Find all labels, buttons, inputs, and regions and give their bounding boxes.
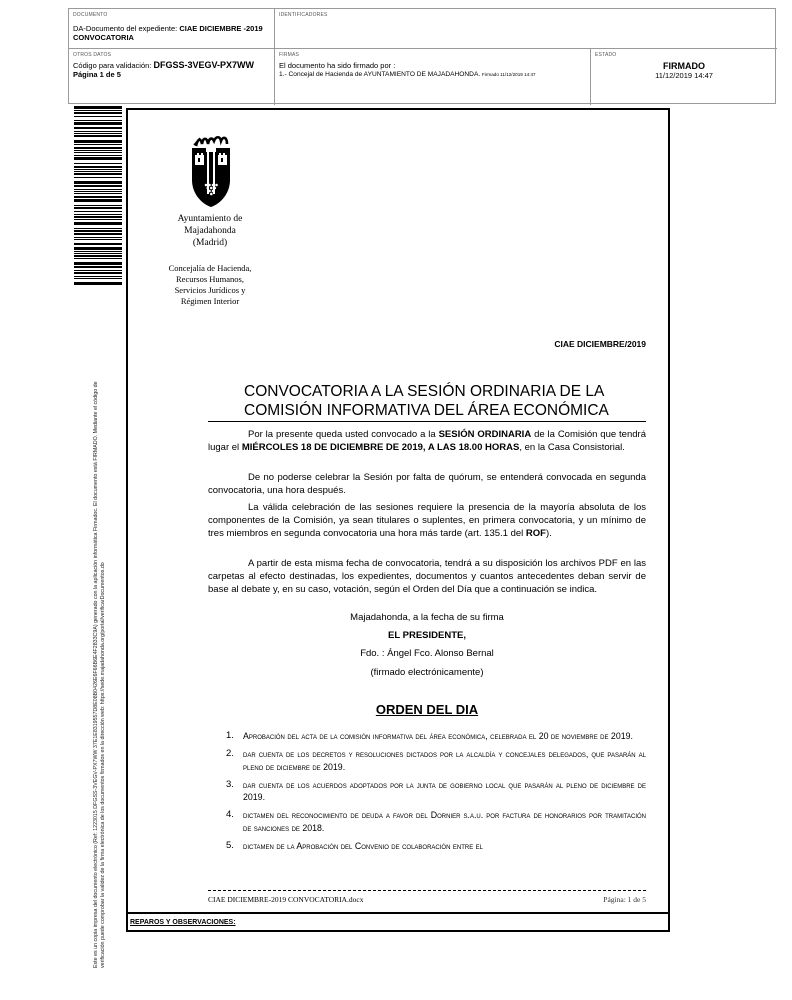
identificadores-label: IDENTIFICADORES: [279, 12, 328, 18]
paragraph-4: A partir de esta misma fecha de convocatoria, tendrá a su disposición los archivos PDF en las carpetas al efecto destinadas, los expedientes, documentos y cuantos antecedentes deban servir de base al debate y, en su caso, votación, según el Orden del Día que a continuación se indica.: [208, 558, 646, 595]
agenda-item-number: 4.: [226, 809, 234, 820]
firmas-label: FIRMAS: [279, 52, 300, 58]
paragraph-3: La válida celebración de las sesiones requiere la presencia de la mayoría absoluta de los componentes de la Comisión, ya sean titulares o suplentes, en primera convocatoria, y un mínimo de tres miembros en segunda convocatoria una hora más tarde (art. 135.1 del ROF).: [208, 502, 646, 539]
conc-line3: Servicios Jurídicos y: [174, 285, 246, 295]
agenda-item-number: 2.: [226, 748, 234, 759]
paragraph-2: De no poderse celebrar la Sesión por falta de quórum, se entenderá convocada en segunda convocatoria, una hora después.: [208, 472, 646, 496]
identificadores-cell: [275, 9, 777, 49]
agenda-item-text: dictamen del reconocimiento de deuda a favor del Dornier s.a.u. por factura de honorarios por tramitación de sanciones de 2018.: [243, 810, 646, 833]
agenda-item: [222, 748, 646, 773]
footer-filename: CIAE DICIEMBRE-2019 CONVOCATORIA.docx: [208, 895, 364, 904]
agenda-item-text: dar cuenta de los decretos y resoluciones dictados por la alcaldía y concejales delegados, que pasarán al pleno de diciembre de 2019.: [243, 749, 646, 772]
majadahonda-crest-logo: [190, 132, 232, 208]
paragraph-1: Por la presente queda usted convocado a la SESIÓN ORDINARIA de la Comisión que tendrá lugar el MIÉRCOLES 18 DE DICIEMBRE DE 2019, A LAS 18.00 HORAS, en la Casa Consistorial.: [208, 429, 646, 453]
conc-line2: Recursos Humanos,: [176, 274, 244, 284]
agenda-item-text: dictamen de la Aprobación del Convenio de colaboración entre el: [243, 840, 483, 851]
conc-line1: Concejalía de Hacienda,: [168, 263, 252, 273]
title-rule: [208, 421, 646, 422]
president-title: EL PRESIDENTE,: [388, 630, 466, 641]
president-name: Fdo. : Ángel Fco. Alonso Bernal: [360, 648, 494, 659]
agenda-item-number: 5.: [226, 839, 234, 851]
page-count: Página 1 de 5: [73, 70, 121, 79]
agenda-item-number: 3.: [226, 778, 234, 790]
ayto-line3: (Madrid): [192, 238, 228, 248]
barcode: [74, 106, 122, 286]
place-date: Majadahonda, a la fecha de su firma: [350, 612, 504, 623]
firmas-line1: El documento ha sido firmado por :: [279, 61, 396, 70]
verification-note-line1: Este es un copia impresa del documento electrónico (Ref: 1223015 DFGSS-3VEGV-PX7WW 37E1E8319557D8E08B0426E6F66B6E4F2833C9A) generado con la aplicación informática Firmadoc. El documento está FIRMADO. Mediante el código de: [93, 381, 99, 968]
agenda-item: [222, 840, 646, 853]
agenda-item-text: Aprobación del acta de la comisión informativa del área económica, celebrada el 20 de noviembre de 2019.: [243, 731, 633, 741]
reparos-label: REPAROS Y OBSERVACIONES:: [126, 912, 670, 932]
agenda-item: [222, 779, 646, 804]
title-line2: COMISIÓN INFORMATIVA DEL ÁREA ECONÓMICA: [244, 402, 609, 419]
ayto-line2: Majadahonda: [184, 226, 236, 236]
agenda-item-text: dar cuenta de los acuerdos adoptados por la junta de gobierno local que pasarán al pleno de diciembre de 2019.: [243, 779, 646, 802]
document-title: [244, 382, 634, 420]
orden-del-dia-list: [222, 730, 646, 858]
estado-label: ESTADO: [595, 52, 617, 58]
document-reference: CIAE DICIEMBRE/2019: [554, 339, 646, 349]
otros-datos-label: OTROS DATOS: [73, 52, 112, 58]
firmas-line2: 1.- Concejal de Hacienda de AYUNTAMIENTO DE MAJADAHONDA. Firmado 11/12/2019 14:47: [279, 71, 536, 78]
title-line1: CONVOCATORIA A LA SESIÓN ORDINARIA DE LA: [244, 383, 605, 400]
estado-value: FIRMADO: [663, 61, 705, 71]
concejalia-name: [155, 263, 265, 307]
estado-cell: [591, 49, 777, 105]
verification-note: [93, 306, 107, 968]
agenda-item: [222, 730, 646, 743]
conc-line4: Régimen Interior: [180, 296, 240, 306]
documento-text: DA-Documento del expediente: CIAE DICIEMBRE -2019 CONVOCATORIA: [73, 24, 263, 42]
documento-label: DOCUMENTO: [73, 12, 108, 18]
verification-note-line2: verificación puede comprobar la validez de la firma electrónica de los documentos firmados en la dirección web: https://sede.majadahonda.org/portal/verificarDocumentos.do: [100, 562, 106, 968]
footer-rule: [208, 890, 646, 891]
agenda-item-number: 1.: [226, 730, 234, 741]
otros-datos-cell: [69, 49, 275, 105]
footer-page: Página: 1 de 5: [603, 895, 646, 904]
signature-header: [68, 8, 776, 104]
electronic-signature-note: (firmado electrónicamente): [370, 667, 484, 678]
estado-date: 11/12/2019 14:47: [655, 71, 713, 80]
ayuntamiento-name: [155, 213, 265, 249]
orden-del-dia-title: ORDEN DEL DIA: [375, 702, 479, 717]
documento-cell: [69, 9, 275, 49]
firmas-cell: [275, 49, 591, 105]
ayto-line1: Ayuntamiento de: [177, 214, 243, 224]
validation-code: Código para validación: DFGSS-3VEGV-PX7WW: [73, 60, 254, 70]
agenda-item: [222, 809, 646, 834]
